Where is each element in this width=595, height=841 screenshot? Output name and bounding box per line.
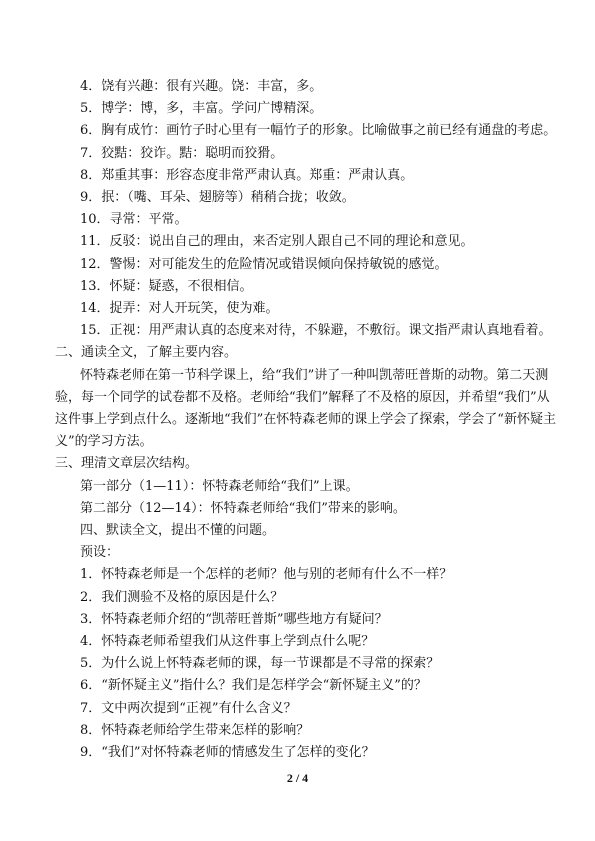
page-number: 2 / 4 [286,771,309,785]
vocab-item-9: 9．抿：（嘴、耳朵、翅膀等）稍稍合拢；收敛。 [80,190,355,205]
vocab-item-14: 14．捉弄：对人开玩笑，使为难。 [80,301,279,316]
question-9: 9．“我们”对怀特森老师的情感发生了怎样的变化？ [80,745,375,760]
question-4: 4．怀特森老师希望我们从这件事上学到点什么呢？ [80,634,375,649]
vocab-item-6: 6．胸有成竹：画竹子时心里有一幅竹子的形象。比喻做事之前已经有通盘的考虑。 [80,123,557,138]
vocab-item-4: 4．饶有兴趣：很有兴趣。饶：丰富，多。 [80,79,323,94]
question-7: 7．文中两次提到“正视”有什么含义？ [80,701,297,716]
summary-line-3: 这件事上学到点什么。逐渐地“我们”在怀特森老师的课上学会了探索，学会了“新怀疑主 [55,412,556,427]
vocab-item-8: 8．郑重其事：形容态度非常严肃认真。郑重：严肃认真。 [80,168,414,183]
vocab-item-13: 13．怀疑：疑惑，不很相信。 [80,279,253,294]
summary-line-4: 义”的学习方法。 [55,434,153,449]
structure-part-2: 第二部分（12—14）：怀特森老师给“我们”带来的影响。 [80,501,406,516]
section-heading-3: 三、理清文章层次结构。 [55,456,199,471]
question-8: 8．怀特森老师给学生带来怎样的影响？ [80,723,310,738]
summary-line-1: 怀特森老师在第一节科学课上，给“我们”讲了一种叫凯蒂旺普斯的动物。第二天测 [80,368,549,383]
section-heading-4: 四、默读全文，提出不懂的问题。 [80,523,276,538]
question-5: 5．为什么说上怀特森老师的课，每一节课都是不寻常的探索？ [80,656,440,671]
vocab-item-11: 11．反驳：说出自己的理由，来否定别人跟自己不同的理论和意见。 [80,234,474,249]
vocab-item-10: 10．寻常：平常。 [80,212,188,227]
summary-line-2: 验，每一个同学的试卷都不及格。老师给“我们”解释了不及格的原因，并希望“我们”从 [55,390,550,405]
section-heading-2: 二、通读全文，了解主要内容。 [55,345,238,360]
vocab-item-5: 5．博学：博，多，丰富。学问广博精深。 [80,101,323,116]
vocab-item-12: 12．警惕：对可能发生的危险情况或错误倾向保持敏锐的感觉。 [80,257,448,272]
vocab-item-7: 7．狡黠：狡诈。黠：聪明而狡猾。 [80,146,284,161]
question-1: 1．怀特森老师是一个怎样的老师？他与别的老师有什么不一样？ [80,567,453,582]
vocab-item-15: 15．正视：用严肃认真的态度来对待，不躲避，不敷衍。课文指严肃认真地看着。 [80,323,552,338]
structure-part-1: 第一部分（1—11）：怀特森老师给“我们”上课。 [80,479,359,494]
question-6: 6．“新怀疑主义”指什么？我们是怎样学会“新怀疑主义”的？ [80,678,427,693]
question-2: 2．我们测验不及格的原因是什么？ [80,590,284,605]
preset-label: 预设： [80,545,120,560]
question-3: 3．怀特森老师介绍的“凯蒂旺普斯”哪些地方有疑问？ [80,612,388,627]
